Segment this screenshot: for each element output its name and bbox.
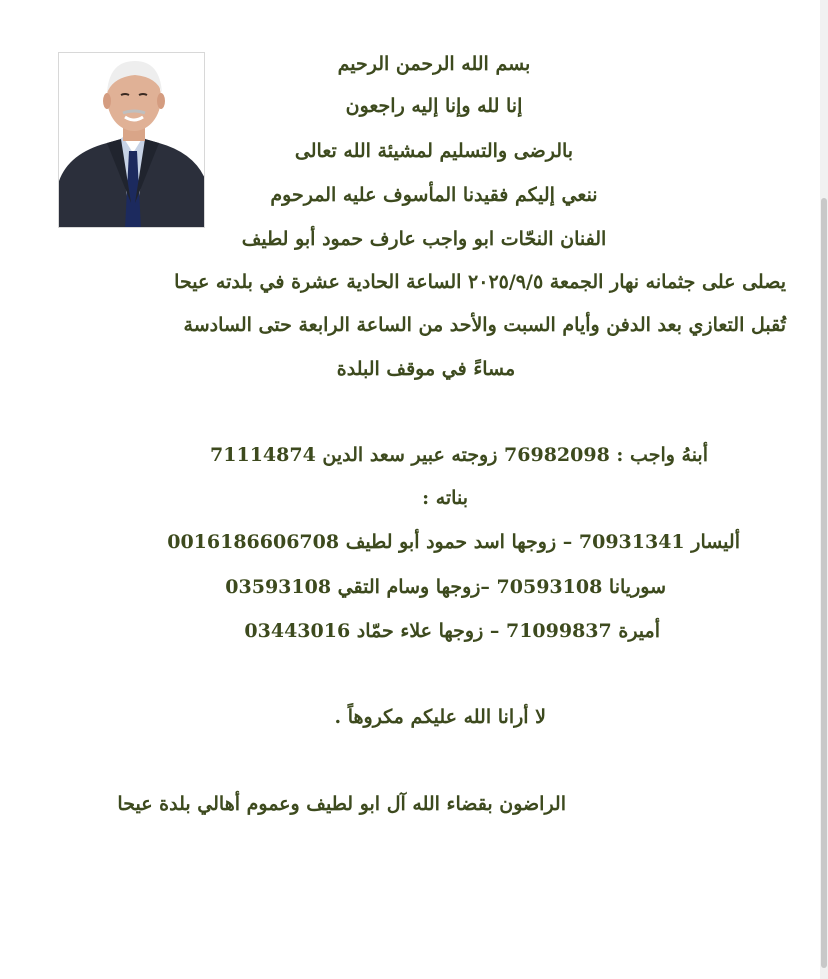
basmala: بسم الله الرحمن الرحيم [337,53,531,75]
deceased-name: الفنان النحّات ابو واجب عارف حمود أبو لطيف [241,228,607,250]
scrollbar-thumb[interactable] [821,198,827,968]
portrait-photo [58,52,205,228]
scrollbar-track[interactable] [820,0,828,979]
funeral-details: يصلى على جثمانه نهار الجمعة ٢٠٢٥/٩/٥ الساعة الحادية عشرة في بلدته عيحا [174,271,786,293]
daughter-line: أليسار 70931341 – زوجها اسد حمود أبو لطيف 0016186606708 [167,531,740,553]
closing-prayer: لا أرانا الله عليكم مكروهاً . [334,706,546,728]
acceptance-line: بالرضى والتسليم لمشيئة الله تعالى [294,140,574,162]
condolences-line-2: مساءً في موقف البلدة [336,358,516,380]
inna-lillah-line: إنا لله وإنا إليه راجعون [345,95,523,117]
daughter-line: سوريانا 70593108 –زوجها وسام التقي 03593108 [225,576,666,598]
signature-line: الراضون بقضاء الله آل ابو لطيف وعموم أهالي بلدة عيحا [117,793,566,815]
son-line: أبنهُ واجب : 76982098 زوجته عبير سعد الدين 71114874 [210,444,708,466]
announcement-line: ننعي إليكم فقيدنا المأسوف عليه المرحوم [270,184,598,206]
condolences-line-1: تُقبل التعازي بعد الدفن وأيام السبت والأحد من الساعة الرابعة حتى السادسة [183,314,786,336]
daughters-label: بناته : [422,487,468,509]
daughter-line: أميرة 71099837 – زوجها علاء حمّاد 03443016 [244,620,660,642]
